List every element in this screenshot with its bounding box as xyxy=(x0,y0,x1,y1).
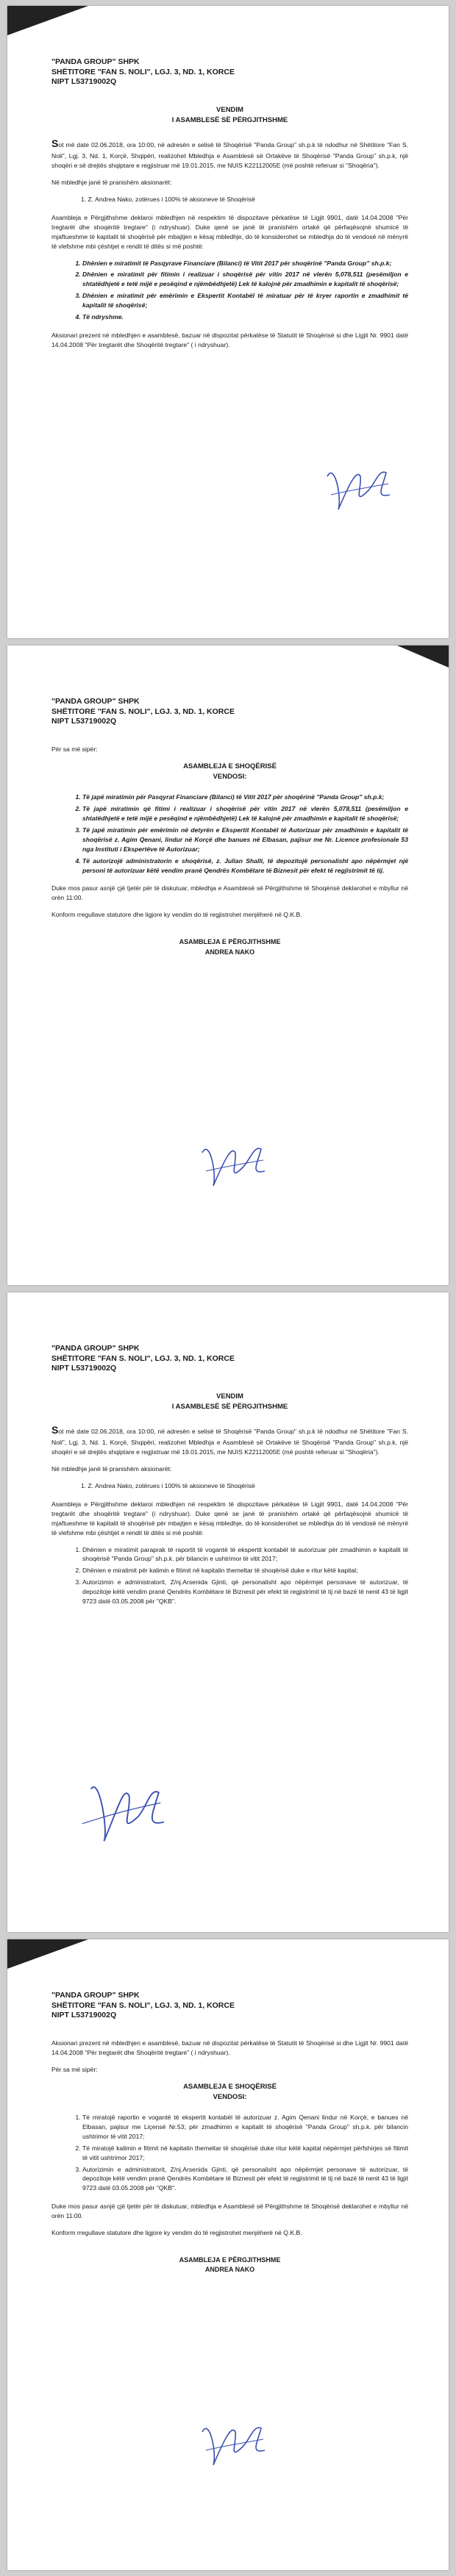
company-nipt: NIPT L53719002Q xyxy=(51,77,117,87)
body-paragraph: Asambleja e Përgjithshme deklaroi mbledhjen në respektim të dispozitave përkatëse të Ligjit 9901, datë 14.04.2008 "Për tregtarët dhe shoqëritë tregtare" (i ndryshuar). Duke qenë se janë të pranishëm ortakë që përfaqësojnë shumicë të mjaftueshme të kapitalit të shoqërisë për mbajtjen e kësaj mbledhje, do të konsiderohet se mbledhja do të vendosë në mënyrë të vlefshme mbi çështjet e rendit të ditës si më poshtë: xyxy=(51,213,408,250)
document-title xyxy=(51,105,408,126)
company-header xyxy=(51,1991,408,2021)
decision-item: 3. Autorizimin e administratorit, Z/nj.Arsenida Gjinti, që personalisht apo nëpërmjet personave të autorizuar, të depozitoje këtë vendim pranë Qendrës Kombëtare të Biznesit për efekt të regjistrimit të tij në bazë të nenit 43 të ligjit 9723 datë 03.05.2008 për "QKB". xyxy=(82,2165,408,2194)
agenda-item: 1. Dhënien e miratimit të Pasqyrave Financiare (Bilanci) të Vitit 2017 për shoqërinë "Panda Group" sh.p.k; xyxy=(82,259,408,268)
title-line-1: ASAMBLEJA E SHOQËRISË xyxy=(183,2082,277,2091)
agenda-item: 1. Dhënien e miratimit paraprak të raportit të vogantë të ekspertit kontabël të autorizuar për zmadhimin e kapitalit të shoqërisë "Panda Group" sh.p.k. për bilancin e ushtrimor të vitit 2017; xyxy=(82,1545,408,1564)
company-name: "PANDA GROUP" SHPK xyxy=(51,57,140,66)
handwritten-signature xyxy=(316,454,397,520)
intro-paragraph: Për sa më sipër: xyxy=(51,745,98,753)
signature-block xyxy=(51,2255,408,2275)
intro-text: ot më date 02.06.2018, ora 10:00, në adresën e selisë të Shoqërisë "Panda Group" sh.p.k të ndodhur në Shëtitore "Fan S. Noli", Lgj. 3, Nd. 1, Korçë, Shqipëri, realizohet Mbledhja e Asamblesë së Ortakëve të Shoqërisë "Panda Group" sh.p.k, një shoqëri e së drejtës shqiptare e regjistruar më 19.01.2015, me NUIS K22112005E (më poshtë referuar si "Shoqëria"). xyxy=(51,1428,408,1456)
agenda-list xyxy=(51,259,408,322)
title-line-1: VENDIM xyxy=(216,105,243,114)
document-page-2 xyxy=(7,645,449,1285)
decision-title xyxy=(51,762,408,783)
signatory-body: ASAMBLEJA E PËRGJITHSHME xyxy=(179,2255,281,2264)
company-header xyxy=(51,697,408,727)
closing-paragraph: Aksionari prezent në mbledhjen e asamblesë, bazuar në dispozitat përkatëse të Statutit të Shoqërisë si dhe Ligjit Nr. 9901 datë 14.04.2008 "Për tregtarët dhe Shoqëritë tregtare" ( i ndryshuar). xyxy=(51,331,408,348)
title-line-2: VENDOSI: xyxy=(213,773,247,781)
scan-shadow-corner xyxy=(7,6,88,35)
decision-list xyxy=(51,2113,408,2193)
intro-text: ot më date 02.06.2018, ora 10:00, në adresën e selisë të Shoqërisë "Panda Group" sh.p.k të ndodhur në Shëtitore "Fan S. Noli", Lgj. 3, Nd. 1, Korçë, Shqipëri, realizohet Mbledhja e Asamblesë së Ortakëve të Shoqërisë "Panda Group" sh.p.k, një shoqëri e së drejtës shqiptare e regjistruar më 19.01.2015, me NUIS K22112005E (më poshtë referuar si "Shoqëria"). xyxy=(51,141,408,170)
present-label: Në mbledhje janë të pranishëm aksionarët: xyxy=(51,179,172,187)
company-address: SHËTITORE "FAN S. NOLI", LGJ. 3, ND. 1, KORCE xyxy=(51,1353,235,1363)
title-line-1: ASAMBLEJA E SHOQËRISË xyxy=(183,762,277,770)
handwritten-signature xyxy=(191,1131,272,1197)
closing-paragraph: Aksionari prezent në mbledhjen e asamblesë, bazuar në dispozitat përkatëse të Statutit të Shoqërisë si dhe Ligjit Nr. 9901 datë 14.04.2008 "Për tregtarët dhe Shoqëritë tregtare" ( i ndryshuar). xyxy=(51,2039,408,2056)
drop-cap: S xyxy=(51,1424,59,1437)
intro-paragraph: Për sa më sipër: xyxy=(51,2065,98,2073)
title-line-2: VENDOSI: xyxy=(213,2092,247,2101)
handwritten-signature xyxy=(74,1770,169,1851)
document-page-4 xyxy=(7,1939,449,2570)
company-name: "PANDA GROUP" SHPK xyxy=(51,1344,140,1353)
title-line-1: VENDIM xyxy=(216,1392,243,1400)
agenda-item: 4. Të ndryshme. xyxy=(82,312,408,322)
company-address: SHËTITORE "FAN S. NOLI", LGJ. 3, ND. 1, KORCE xyxy=(51,67,235,76)
title-line-2: I ASAMBLESË SË PËRGJITHSHME xyxy=(171,1403,288,1412)
present-label: Në mbledhje janë të pranishëm aksionarët: xyxy=(51,1465,172,1473)
company-address: SHËTITORE "FAN S. NOLI", LGJ. 3, ND. 1, KORCE xyxy=(51,2000,235,2010)
decision-list xyxy=(51,793,408,875)
signatory-name: ANDREA NAKO xyxy=(204,948,255,956)
drop-cap: S xyxy=(51,137,59,150)
company-nipt: NIPT L53719002Q xyxy=(51,1364,117,1373)
scan-shadow-corner xyxy=(397,645,449,668)
company-name: "PANDA GROUP" SHPK xyxy=(51,1991,140,2000)
body-paragraph: Asambleja e Përgjithshme deklaroi mbledhjen në respektim të dispozitave përkatëse të Ligjit 9901, datë 14.04.2008 "Për tregtarët dhe shoqëritë tregtare" (i ndryshuar). Duke qenë se janë të pranishëm ortakë që përfaqësojnë shumicë të mjaftueshme të kapitalit të shoqërisë për mbajtjen e kësaj mbledhje, do të konsiderohet se mbledhja do të vendosë në mënyrë të vlefshme mbi çështjet e rendit të ditës si më poshtë: xyxy=(51,1500,408,1536)
agenda-item: 3. Autorizimin e administratorit, Z/nj.Arsenida Gjinti, që personalisht apo nëpërmjet personave të autorizuar, të depozitoje këtë vendim pranë Qendrës Kombëtare të Biznesit për efekt të regjistrimit të tij në bazë të nenit 43 të ligjit 9723 datë 03.05.2008 për "QKB". xyxy=(82,1578,408,1606)
meeting-closed-paragraph: Duke mos pasur asnjë çjë tjetër për të diskutuar, mbledhja e Asamblesë së Përgjithshme të Shoqërisë deklarohet e mbyllur në orën 11:00. xyxy=(51,2203,408,2220)
agenda-item: 2. Dhënien e miratimit për kalimin e fitimit në kapitalin themeltar të shoqërisë duke e ritur këtë kapital; xyxy=(82,1566,408,1575)
company-nipt: NIPT L53719002Q xyxy=(51,717,117,726)
agenda-list xyxy=(51,1545,408,1606)
company-nipt: NIPT L53719002Q xyxy=(51,2011,117,2020)
company-header xyxy=(51,57,408,87)
attendee-item: 1. Z. Andrea Nako, zotërues i 100% të aksioneve të Shoqërisë xyxy=(81,196,255,204)
decision-item: 4. Të autorizojë administratorin e shoqërisë, z. Julian Shalli, të depozitojë personalisht apo nëpërmjet një personi të autorizuar këtë vendim pranë Qendrës Kombëtare të Biznesit për efekt të regjistrimit të tij. xyxy=(82,856,408,876)
decision-item: 3. Të japë miratimin për emërimin në detyrën e Ekspertit Kontabël të Autorizuar për zmadhimin e kapitalit të shoqërisë z. Agim Qenani, lindur në Korçë dhe banues në Elbasan, pajisur me Nr. Licence profesionale 53 nga Instituti i Ekspertëve të Autorizuar; xyxy=(82,826,408,854)
decision-item: 2. Të miratojë kalimin e fitimit në kapitalin themeltar të shoqërisë duke ritur këtë kapital nëpërmjet përfshirjes së fitimit të vitit ushtrimor 2017; xyxy=(82,2144,408,2163)
intro-paragraph xyxy=(51,1423,408,1457)
decision-item: 1. Të miratojë raportin e vogantë të ekspertit kontabël të autorizuar z. Agim Qenani lindur në Korçë, e banues në Elbasan, pajisur me Liçensë Nr.53; për zmadhimin e kapitalit të shoqërisë "Panda Group" sh.p.k. për bilancin ushtrimor të vitit 2017; xyxy=(82,2113,408,2142)
agenda-item: 3. Dhënien e miratimit për emërimin e Ekspertit Kontabël të miratuar për të kryer raportin e zmadhimit të kapitalit të shoqërisë; xyxy=(82,291,408,310)
document-title xyxy=(51,1392,408,1413)
title-line-2: I ASAMBLESË SË PËRGJITHSHME xyxy=(171,116,288,125)
attendee-item: 1. Z. Andrea Nako, zotërues i 100% të aksioneve të Shoqërisë xyxy=(81,1482,255,1490)
signatory-body: ASAMBLEJA E PËRGJITHSHME xyxy=(179,938,281,946)
signature-block xyxy=(51,937,408,957)
document-page-1 xyxy=(7,6,449,638)
registration-paragraph: Konform rregullave statutore dhe ligjore ky vendim do të regjistrohet menjëherë në Q.K.B. xyxy=(51,2229,302,2236)
decision-title xyxy=(51,2082,408,2103)
decision-item: 2. Të japë miratimin që fitimi i realizuar i shoqërisë për vitin 2017 në vlerën 5,078,511 (pesëmiljon e shtatëdhjetë e tetë mijë e pesëqind e njëmbëdhjetë) Lek të kalojnë për zmadhimin e kapitalit të shoqërisë; xyxy=(82,804,408,823)
company-address: SHËTITORE "FAN S. NOLI", LGJ. 3, ND. 1, KORCE xyxy=(51,706,235,716)
company-header xyxy=(51,1344,408,1374)
scan-shadow-corner xyxy=(7,1939,88,1969)
registration-paragraph: Konform rregullave statutore dhe ligjore ky vendim do të regjistrohet menjëherë në Q.K.B. xyxy=(51,911,302,919)
company-name: "PANDA GROUP" SHPK xyxy=(51,697,140,706)
decision-item: 1. Të japë miratimin për Pasqyrat Financiare (Bilanci) të Vitit 2017 për shoqërinë "Panda Group" sh.p.k; xyxy=(82,793,408,802)
intro-paragraph xyxy=(51,136,408,171)
closing-paragraph: Duke mos pasur asnjë çjë tjetër për të diskutuar, mbledhja e Asamblesë së Përgjithshme të Shoqërisë deklarohet e mbyllur në orën 11:00. xyxy=(51,884,408,902)
document-page-3 xyxy=(7,1292,449,1932)
signatory-name: ANDREA NAKO xyxy=(204,2266,255,2274)
agenda-item: 2. Dhënien e miratimit për fitimin i realizuar i shoqërisë për vitin 2017 në vlerën 5,078,511 (pesëmiljon e shtatëdhjetë e tetë mijë e pesëqind e njëmbëdhjetë) Lek të kalojnë për zmadhimin e kapitalit të shoqërisë; xyxy=(82,270,408,289)
handwritten-signature xyxy=(191,2410,272,2476)
